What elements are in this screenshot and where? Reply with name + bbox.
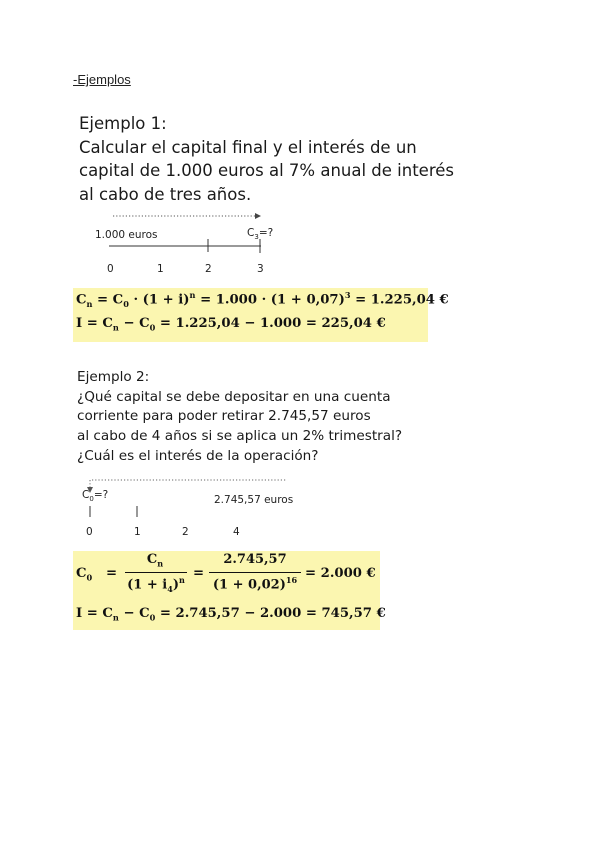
example-2-line: ¿Cuál es el interés de la operación? [77,447,319,464]
present-value-result: = 2.000 € [305,566,376,581]
timeline-1-tick-label: 3 [257,263,264,275]
timeline-2-tick-label: 4 [233,526,240,538]
timeline-2-start-label: $C_0=$? [82,489,109,504]
interest-formula-2: $I = C_n - C_0 = 2.745,57 - 2.000 = 745,57$ € [76,606,386,623]
fraction-1-bar [125,572,187,573]
fraction-2-denominator: $(1 + 0,02)^{16}$ [212,575,298,593]
timeline-1-start-label: 1.000 euros [95,229,158,241]
example-2-line: ¿Qué capital se debe depositar en una cuenta [77,388,391,405]
timeline-2-tick-label: 1 [134,526,141,538]
timeline-2-end-label: 2.745,57 euros [214,494,294,506]
timeline-2-tick-label: 0 [86,526,93,538]
example-2-statement [77,368,402,467]
fraction-1-numerator: $C_n$ [146,552,164,569]
timeline-1-arrowhead [255,213,261,219]
example-2-formula-box [73,551,386,630]
timeline-1-end-label: $C_3=$? [247,227,274,242]
fraction-2-numerator: 2.745,57 [223,552,287,567]
equals-sign: = [106,566,118,581]
example-1-line: Calcular el capital final y el interés de un [79,137,417,157]
timeline-1-tick-label: 1 [157,263,164,275]
fraction-2-bar [209,572,301,573]
compound-interest-formula: $C_n = C_0 \cdot (1 + i)^n = 1.000 \cdot (1 + 0,07)^3 = 1.225,04$ € [76,290,449,310]
example-1-line: al cabo de tres años. [79,184,252,204]
section-heading: -Ejemplos [73,72,131,87]
interest-formula: $I = C_n - C_0 = 1.225,04 - 1.000 = 225,04$ € [76,316,386,333]
example-2-line: corriente para poder retirar 2.745,57 euros [77,408,371,425]
fraction-1-denominator: $(1 + i_4)^n$ [127,575,185,594]
timeline-2-tick-label: 2 [182,526,189,538]
example-1-line: capital de 1.000 euros al 7% anual de interés [79,161,454,180]
equals-sign: = [193,566,205,581]
timeline-1-tick-label: 2 [205,263,212,275]
present-value-lhs: $C_0$ [76,566,93,583]
example-1-statement [79,112,454,206]
timeline-1-tick-label: 0 [107,263,114,275]
example-1-formula-box [73,288,449,342]
example-2-title: Ejemplo 2: [77,369,150,385]
example-1-title: Ejemplo 1: [79,114,167,133]
example-2-line: al cabo de 4 años si se aplica un 2% trimestral? [77,428,403,445]
